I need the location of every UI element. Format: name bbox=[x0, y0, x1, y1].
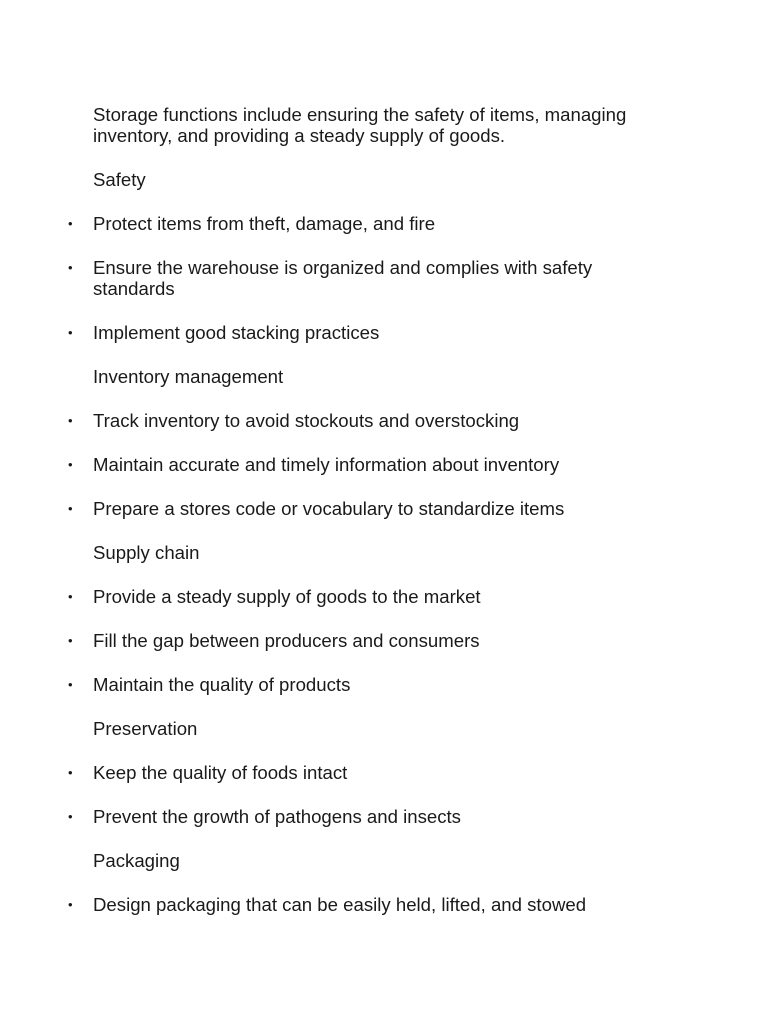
list-item bbox=[68, 630, 673, 651]
list-item-text: Design packaging that can be easily held, lifted, and stowed bbox=[93, 894, 587, 915]
list-item bbox=[68, 894, 673, 915]
bullet-icon: • bbox=[68, 809, 73, 824]
bullet-icon: • bbox=[68, 216, 73, 231]
list-item-text: Maintain accurate and timely information about inventory bbox=[93, 454, 560, 475]
bullet-icon: • bbox=[68, 457, 73, 472]
section-heading: Preservation bbox=[93, 718, 198, 739]
list-item-text: Prepare a stores code or vocabulary to standardize items bbox=[93, 498, 565, 519]
list-item-text: Keep the quality of foods intact bbox=[93, 762, 348, 783]
document-body bbox=[68, 104, 673, 938]
section-heading: Packaging bbox=[93, 850, 180, 871]
list-item bbox=[68, 674, 673, 695]
list-item bbox=[68, 762, 673, 783]
list-item-text: Prevent the growth of pathogens and insects bbox=[93, 806, 461, 827]
bullet-icon: • bbox=[68, 677, 73, 692]
list-item bbox=[68, 498, 673, 519]
list-item bbox=[68, 586, 673, 607]
list-item-text: Maintain the quality of products bbox=[93, 674, 351, 695]
bullet-icon: • bbox=[68, 765, 73, 780]
list-item-text: Protect items from theft, damage, and fire bbox=[93, 213, 436, 234]
bullet-icon: • bbox=[68, 589, 73, 604]
section-heading: Inventory management bbox=[93, 366, 284, 387]
list-item bbox=[68, 257, 673, 299]
list-item-text: Fill the gap between producers and consumers bbox=[93, 630, 480, 651]
bullet-icon: • bbox=[68, 325, 73, 340]
list-item-text: Provide a steady supply of goods to the market bbox=[93, 586, 481, 607]
list-item-text: Implement good stacking practices bbox=[93, 322, 380, 343]
list-item bbox=[68, 410, 673, 431]
bullet-icon: • bbox=[68, 633, 73, 648]
bullet-icon: • bbox=[68, 897, 73, 912]
bullet-icon: • bbox=[68, 413, 73, 428]
list-item-text: Ensure the warehouse is organized and complies with safety standards bbox=[93, 257, 593, 299]
section-heading: Supply chain bbox=[93, 542, 200, 563]
list-item bbox=[68, 322, 673, 343]
list-item bbox=[68, 454, 673, 475]
list-item-text: Track inventory to avoid stockouts and overstocking bbox=[93, 410, 520, 431]
list-item bbox=[68, 806, 673, 827]
intro-paragraph: Storage functions include ensuring the safety of items, managing inventory, and providing a steady supply of goods. bbox=[93, 104, 627, 146]
list-item bbox=[68, 213, 673, 234]
section-heading: Safety bbox=[93, 169, 146, 190]
bullet-icon: • bbox=[68, 501, 73, 516]
bullet-icon: • bbox=[68, 260, 73, 275]
